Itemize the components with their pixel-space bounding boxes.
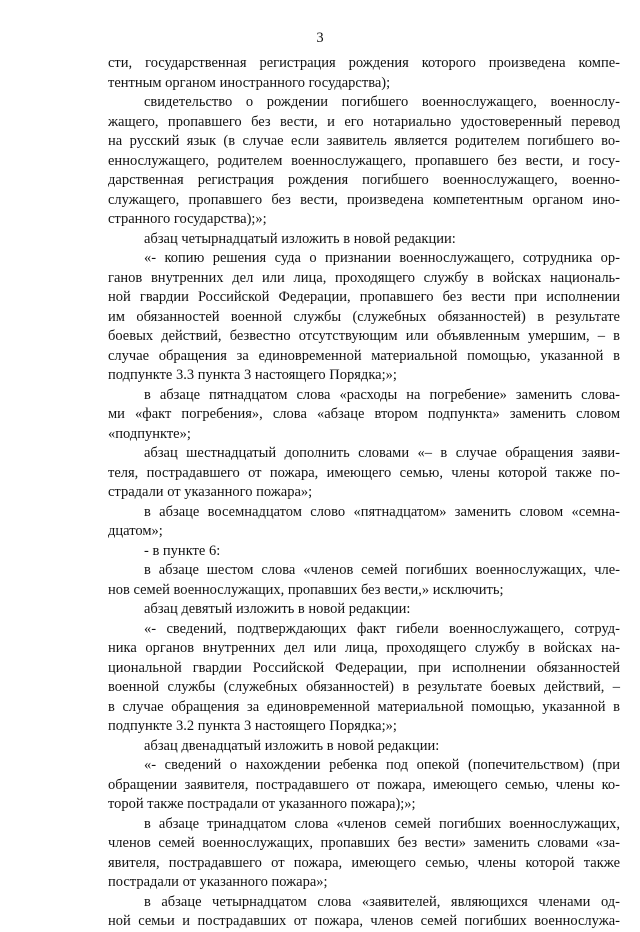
text-line: торой также пострадали от указанного пожара);»; (108, 796, 416, 812)
text-line: в абзаце тринадцатом слова «членов семей погибших военнослужащих, (144, 815, 620, 832)
text-line: ника органов внутренних дел или лица, проходящего службу в войсках на- (108, 640, 620, 656)
text-line: служащего, пропавшего без вести, произведена компетентным органом ино- (108, 191, 620, 208)
text-line: пострадали от указанного пожара»; (108, 874, 328, 890)
text-line: «- сведений о нахождении ребенка под опекой (попечительством) (при (144, 757, 620, 773)
text-line: в абзаце четырнадцатом слова «заявителей, являющихся членами од- (144, 893, 620, 910)
text-line: подпункте 3.3 пункта 3 настоящего Порядка;»; (108, 367, 397, 383)
text-line: им обязанностей военной службы (служебных обязанностей) в результате (108, 308, 620, 325)
text-line: боевых действий, безвестно отсутствующим или объявленным умершим, – в (108, 328, 620, 344)
text-line: абзац двенадцатый изложить в новой редакции: (144, 737, 440, 754)
text-line: дарственная регистрация рождения погибшего военнослужащего, военно- (108, 172, 620, 188)
document-body (108, 54, 620, 932)
text-line: «- копию решения суда о признании военнослужащего, сотрудника ор- (144, 250, 620, 266)
text-line: абзац шестнадцатый дополнить словами «– в случае обращения заяви- (144, 445, 620, 461)
text-line: обращении заявителя, пострадавшего от пожара, имеющего семью, члены ко- (108, 776, 620, 793)
text-line: в случае обращения за единовременной материальной помощью, указанной в (108, 698, 620, 715)
text-line: «подпункте»; (108, 425, 191, 442)
text-line: случае обращения за единовременной материальной помощью, указанной в (108, 347, 620, 364)
text-line: жащего, пропавшего без вести, и его нотариально удостоверенный перевод (108, 113, 620, 130)
text-line: членов семей военнослужащих, пропавших без вести» заменить словами «за- (108, 835, 620, 851)
text-line: еннослужащего, родителем военнослужащего, пропавшего без вести, и госу- (108, 152, 620, 169)
text-line: подпункте 3.2 пункта 3 настоящего Порядка;»; (108, 718, 397, 734)
text-line: дцатом»; (108, 523, 163, 539)
text-line: абзац четырнадцатый изложить в новой редакции: (144, 230, 456, 247)
text-line: свидетельство о рождении погибшего военнослужащего, военнослу- (144, 94, 620, 110)
text-line: в абзаце пятнадцатом слова «расходы на погребение» заменить слова- (144, 386, 620, 403)
text-line: явителя, пострадавшего от пожара, имеющего семью, члены которой также (108, 854, 620, 871)
text-line: ной гвардии Российской Федерации, пропавшего без вести при исполнении (108, 289, 620, 305)
text-line: теля, пострадавшего от пожара, имеющего семью, члены которой также по- (108, 464, 620, 481)
text-line: в абзаце восемнадцатом слово «пятнадцатом» заменить словом «семна- (144, 503, 620, 520)
text-line: «- сведений, подтверждающих факт гибели военнослужащего, сотруд- (144, 620, 620, 637)
text-line: ганов внутренних дел или лица, проходящего службу в войсках националь- (108, 269, 620, 286)
text-line: циональной гвардии Российской Федерации, при исполнении обязанностей (108, 659, 620, 676)
page-number: 3 (316, 30, 324, 46)
text-line: тентным органом иностранного государства); (108, 74, 391, 91)
text-line: ми «факт погребения», слова «абзаце втором подпункта» заменить словом (108, 406, 620, 422)
text-line: - в пункте 6: (144, 542, 221, 559)
text-line: ной семьи и пострадавших от пожара, членов семей погибших военнослужа- (108, 913, 620, 929)
text-line: военной службы (служебных обязанностей) в результате боевых действий, – (108, 679, 620, 695)
text-line: страдали от указанного пожара»; (108, 484, 313, 500)
text-line: странного государства);»; (108, 211, 267, 227)
text-line: абзац девятый изложить в новой редакции: (144, 601, 411, 617)
text-line: на русский язык (в случае если заявитель является родителем погибшего во- (108, 133, 620, 149)
text-line: нов семей военнослужащих, пропавших без вести,» исключить; (108, 581, 504, 598)
text-line: в абзаце шестом слова «членов семей погибших военнослужащих, чле- (144, 562, 620, 578)
text-line: сти, государственная регистрация рождения которого произведена компе- (108, 55, 620, 71)
